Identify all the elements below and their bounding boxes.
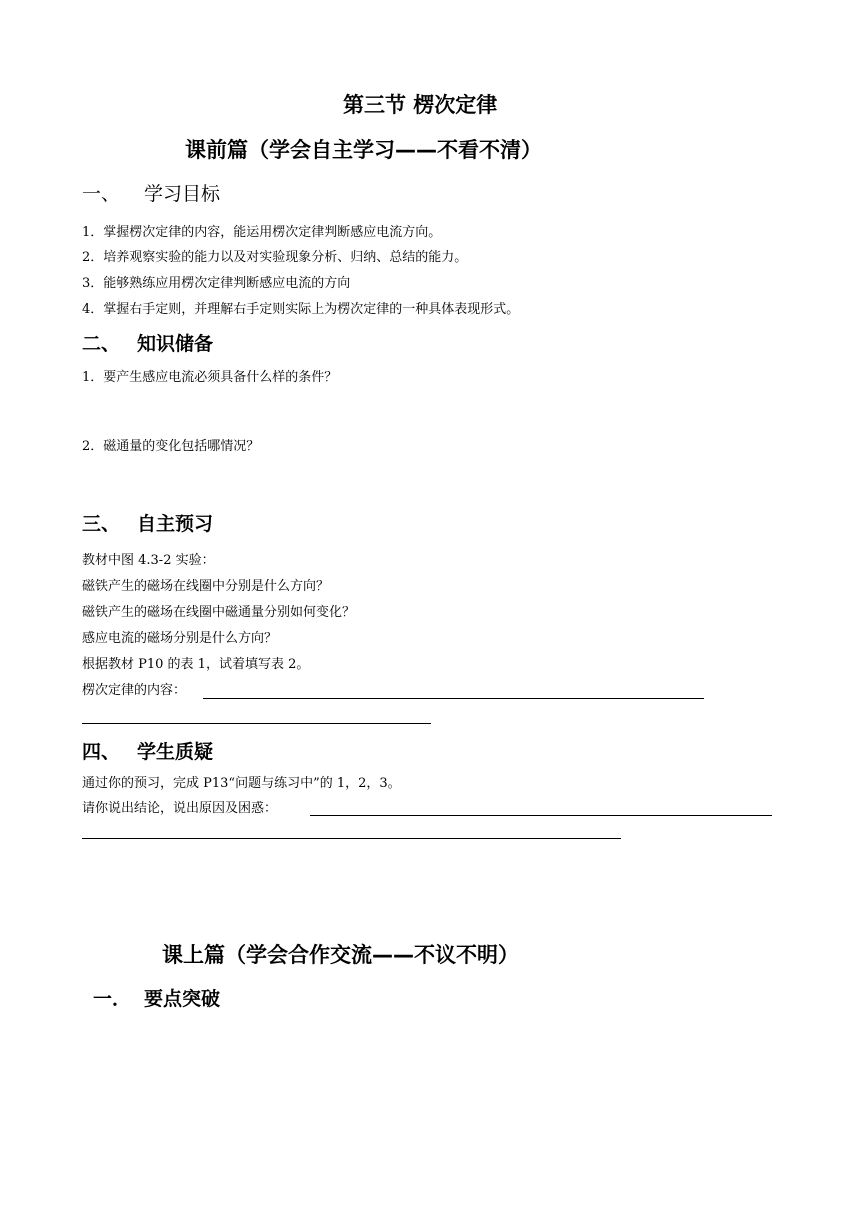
question-item: 1．要产生感应电流必须具备什么样的条件？	[82, 370, 338, 385]
objective-item: 2．培养观察实验的能力以及对实验现象分析、归纳、总结的能力。	[82, 250, 468, 265]
objective-item: 1．掌握楞次定律的内容，能运用楞次定律判断感应电流方向。	[82, 225, 442, 240]
answer-line[interactable]	[82, 723, 431, 724]
lenz-law-label: 楞次定律的内容：	[82, 683, 187, 698]
preview-line: 磁铁产生的磁场在线圈中磁通量分别如何变化？	[82, 605, 356, 620]
section-2-heading	[82, 331, 213, 357]
section-2-title: 知识储备	[137, 333, 214, 355]
preview-line: 感应电流的磁场分别是什么方向？	[82, 631, 278, 646]
answer-line[interactable]	[310, 815, 772, 816]
section-3-number: 三、	[82, 513, 121, 535]
answer-line[interactable]	[203, 698, 704, 699]
section-1-number: 一、	[82, 183, 121, 205]
conclusion-label: 请你说出结论，说出原因及困惑：	[82, 801, 278, 816]
section-2-number: 二、	[82, 333, 121, 355]
practice-line: 通过你的预习，完成 P13“问题与练习中”的 1，2，3。	[82, 776, 401, 791]
section-4-number: 四、	[82, 741, 121, 763]
objective-item: 3．能够熟练应用楞次定律判断感应电流的方向	[82, 276, 351, 291]
section-3-title: 自主预习	[137, 513, 214, 535]
page-title: 第三节 楞次定律	[343, 93, 498, 117]
question-item: 2．磁通量的变化包括哪情况？	[82, 439, 260, 454]
part-two-section-1-number: 一．	[93, 988, 132, 1010]
section-1-title: 学习目标	[144, 183, 221, 205]
section-3-heading	[82, 511, 213, 537]
section-4-title: 学生质疑	[137, 741, 214, 763]
preview-line: 教材中图 4.3-2 实验：	[82, 553, 215, 568]
part-two-title: 课上篇（学会合作交流——不议不明）	[162, 943, 519, 967]
section-1-heading	[82, 181, 220, 207]
part-two-section-1-heading	[93, 986, 220, 1012]
section-4-heading	[82, 739, 213, 765]
part-two-section-1-title: 要点突破	[144, 988, 221, 1010]
answer-line[interactable]	[82, 838, 621, 839]
preview-line: 根据教材 P10 的表 1，试着填写表 2。	[82, 657, 310, 672]
preview-line: 磁铁产生的磁场在线圈中分别是什么方向？	[82, 579, 330, 594]
part-one-title: 课前篇（学会自主学习——不看不清）	[185, 138, 542, 162]
objective-item: 4．掌握右手定则，并理解右手定则实际上为楞次定律的一种具体表现形式。	[82, 302, 520, 317]
